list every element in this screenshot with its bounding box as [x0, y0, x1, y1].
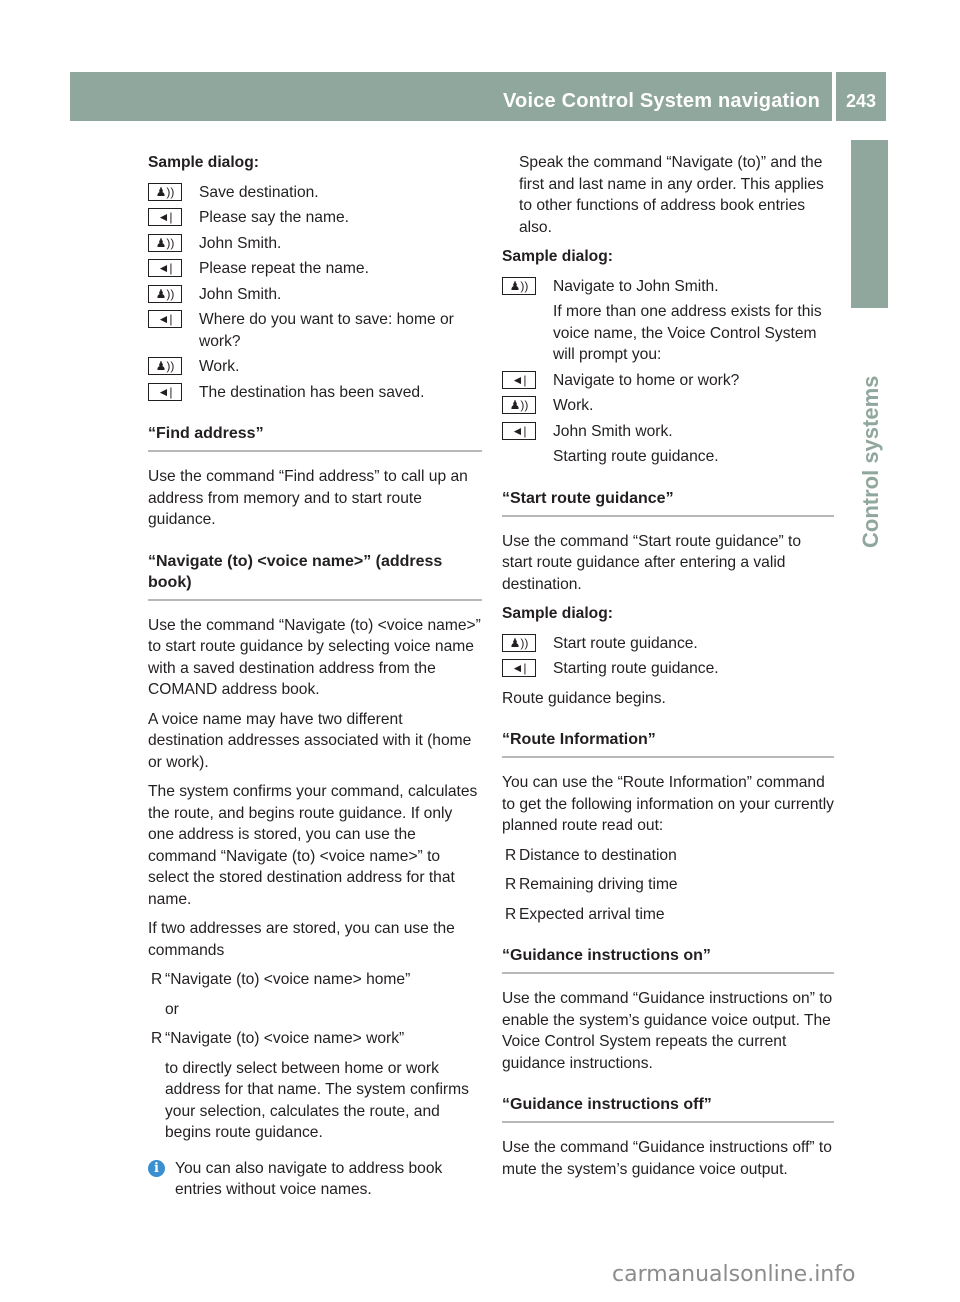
paragraph: Route guidance begins.: [502, 689, 666, 707]
dialog-line: [148, 207, 482, 229]
speaker-icon: ◄|: [148, 310, 184, 330]
heading-navigate-to: “Navigate (to) <voice name>” (address book): [148, 551, 482, 601]
dialog-text: Navigate to home or work?: [553, 371, 740, 389]
dialog-line: [502, 658, 834, 680]
bullet-marker: R: [151, 971, 163, 988]
paragraph: Use the command “Start route guidance” to start route guidance after entering a valid destination.: [502, 532, 802, 593]
paragraph: If two addresses are stored, you can use the commands: [148, 920, 455, 959]
speaker-icon: ◄|: [148, 208, 184, 228]
bullet-marker: R: [505, 876, 517, 893]
dialog-text: Save destination.: [199, 183, 319, 201]
paragraph: Use the command “Guidance instructions on” to enable the system’s guidance voice output. The Voice Control System repeats the current guidance instructions.: [502, 990, 833, 1072]
list-item: [502, 904, 834, 926]
bullet-marker: R: [505, 905, 517, 923]
list-item-continuation: or: [165, 1000, 179, 1018]
info-icon: i: [148, 1160, 165, 1177]
section-title: Voice Control System navigation: [502, 90, 820, 112]
dialog-line: [502, 276, 834, 298]
watermark: carmanualsonline.info: [612, 1262, 856, 1287]
dialog-text: Where do you want to save: home or work?: [199, 311, 454, 350]
dialog-line: [148, 309, 482, 352]
paragraph: Use the command “Guidance instructions off” to mute the system’s guidance voice output.: [502, 1139, 832, 1178]
speaking-person-icon: ♟)): [148, 357, 184, 377]
speaking-person-icon: ♟)): [148, 234, 184, 254]
sample-dialog-label: Sample dialog:: [502, 605, 613, 622]
speaking-person-icon: ♟)): [502, 634, 538, 654]
sample-dialog-1: [148, 182, 482, 404]
speaker-icon: ◄|: [502, 659, 538, 679]
heading-route-information: “Route Information”: [502, 729, 834, 758]
header-bar: [70, 72, 832, 121]
sample-dialog-label: Sample dialog:: [502, 248, 613, 265]
speaker-icon: ◄|: [148, 259, 184, 279]
heading-start-route-guidance: “Start route guidance”: [502, 488, 834, 517]
dialog-text: Please repeat the name.: [199, 260, 369, 277]
speaking-person-icon: ♟)): [148, 183, 184, 203]
dialog-line: [148, 233, 482, 255]
dialog-line: [148, 382, 482, 404]
dialog-text: John Smith.: [199, 234, 282, 252]
paragraph: Speak the command “Navigate (to)” and the first and last name in any order. This applies to other functions of address book entries also.: [519, 154, 824, 236]
dialog-text: The destination has been saved.: [199, 383, 425, 401]
paragraph: Use the command “Find address” to call up an address from memory and to start route guidance.: [148, 468, 468, 528]
speaking-person-icon: ♟)): [502, 277, 538, 297]
list-item: [502, 874, 834, 896]
speaking-person-icon: ♟)): [502, 396, 538, 416]
list-item: [148, 1028, 482, 1050]
side-tab-label: Control systems: [858, 375, 883, 548]
dialog-line: [148, 182, 482, 204]
dialog-line: [148, 284, 482, 306]
list-item-text: “Navigate (to) <voice name> work”: [165, 1030, 405, 1047]
list-item-text: Expected arrival time: [519, 905, 665, 923]
bullet-marker: R: [151, 1030, 163, 1047]
paragraph: Use the command “Navigate (to) <voice name>” to start route guidance by selecting voice name with a saved destination address from the COMAND address book.: [148, 616, 481, 698]
dialog-continuation: If more than one address exists for this voice name, the Voice Control System will prompt you:: [553, 303, 822, 363]
dialog-text: Start route guidance.: [553, 634, 698, 652]
right-column: [502, 152, 834, 1188]
dialog-line: [502, 370, 834, 392]
sample-dialog-label: Sample dialog:: [148, 154, 259, 171]
dialog-text: Starting route guidance.: [553, 660, 719, 677]
speaking-person-icon: ♟)): [148, 285, 184, 305]
heading-guidance-on: “Guidance instructions on”: [502, 945, 834, 974]
heading-guidance-off: “Guidance instructions off”: [502, 1094, 834, 1123]
list-item: [148, 969, 482, 991]
page-number: 243: [836, 72, 886, 121]
list-item-continuation: to directly select between home or work address for that name. The system confirms your selection, calculates the route, and begins route guidance.: [165, 1059, 469, 1141]
dialog-line: [502, 395, 834, 417]
speaker-icon: ◄|: [148, 383, 184, 403]
dialog-text: John Smith.: [199, 285, 282, 303]
dialog-text: Please say the name.: [199, 209, 349, 226]
info-text: You can also navigate to address book entries without voice names.: [175, 1159, 443, 1198]
speaker-icon: ◄|: [502, 422, 538, 442]
info-note: [148, 1158, 482, 1201]
dialog-line: [502, 421, 834, 443]
speaker-icon: ◄|: [502, 371, 538, 391]
heading-find-address: “Find address”: [148, 423, 482, 452]
paragraph: A voice name may have two different destination addresses associated with it (home or work).: [148, 710, 472, 771]
list-item: [502, 845, 834, 867]
list-item-text: “Navigate (to) <voice name> home”: [165, 971, 411, 988]
dialog-text: Navigate to John Smith.: [553, 277, 719, 295]
paragraph: You can use the “Route Information” command to get the following information on your currently planned route read out:: [502, 774, 834, 834]
side-tab: [851, 140, 888, 308]
left-column: [148, 152, 482, 1201]
dialog-line: [148, 258, 482, 280]
dialog-text: Work.: [553, 397, 594, 414]
side-tab-label-wrap: [850, 318, 890, 548]
list-item-text: Distance to destination: [519, 846, 677, 864]
dialog-text: Work.: [199, 358, 240, 375]
dialog-continuation: Starting route guidance.: [553, 448, 719, 465]
bullet-marker: R: [505, 846, 517, 864]
dialog-text: John Smith work.: [553, 422, 673, 440]
list-item-text: Remaining driving time: [519, 876, 678, 893]
dialog-line: [148, 356, 482, 378]
dialog-line: [502, 633, 834, 655]
paragraph: The system confirms your command, calculates the route, and begins route guidance. If only one address is stored, you can use the command “Navigate (to) <voice name>” to select the stored destination address for that name.: [148, 783, 478, 908]
